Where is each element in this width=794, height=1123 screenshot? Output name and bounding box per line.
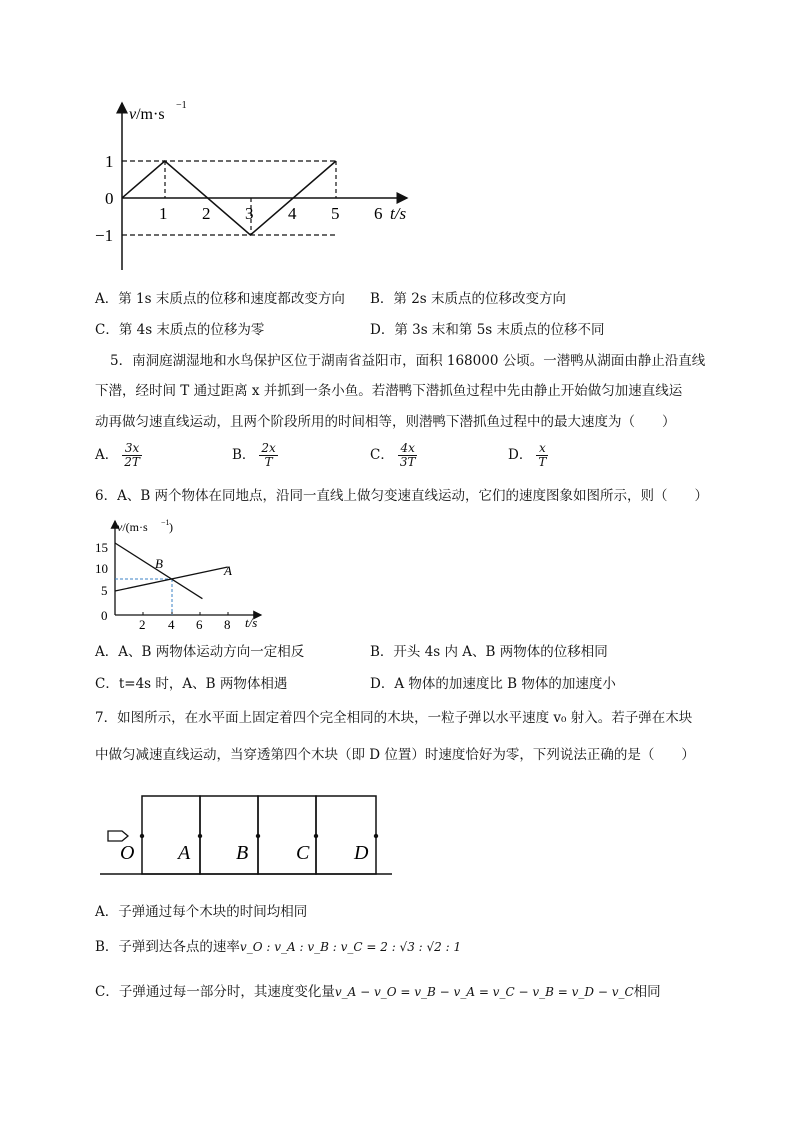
- q7-option-b-text: B．子弹到达各点的速率: [95, 939, 240, 955]
- q7-option-a: A．子弹通过每个木块的时间均相同: [95, 904, 308, 920]
- wood-block-2: [200, 796, 258, 874]
- graph2-y-axis-label: v/(m·s: [117, 520, 148, 534]
- graph2-y-tick: 0: [101, 608, 108, 623]
- graph1-y-tick: 1: [105, 152, 114, 171]
- graph2-y-axis-close: ): [169, 520, 173, 534]
- q4-option-d: D．第 3s 末和第 5s 末质点的位移不同: [370, 322, 605, 338]
- point-a: [198, 834, 202, 838]
- graph2-y-axis-exp: −1: [161, 518, 170, 527]
- velocity-time-graph-2: [95, 515, 270, 633]
- q5-option-c-denominator: 3T: [399, 455, 416, 469]
- point-d: [374, 834, 378, 838]
- graph1-x-tick: 4: [288, 204, 297, 223]
- q6-option-c: C．t=4s 时，A、B 两物体相遇: [95, 676, 288, 692]
- velocity-time-graph-1: [95, 95, 425, 280]
- label-d: D: [354, 842, 369, 864]
- q5-stem-line-2: 下潜，经时间 T 通过距离 x 并抓到一条小鱼。若潜鸭下潜抓鱼过程中先由静止开始做匀加速直线运: [95, 383, 683, 399]
- graph1-x-tick: 1: [159, 204, 168, 223]
- bullet-icon: [108, 831, 128, 841]
- graph1-x-axis-label: t/s: [390, 204, 407, 223]
- q4-option-b: B．第 2s 末质点的位移改变方向: [370, 291, 567, 307]
- label-a: A: [178, 842, 191, 864]
- q5-option-c-label: C．: [370, 447, 394, 463]
- label-c: C: [296, 842, 310, 864]
- graph1-x-tick: 2: [202, 204, 211, 223]
- q5-option-b: [232, 442, 278, 469]
- graph2-x-tick: 2: [139, 617, 146, 632]
- q6-stem: 6．A、B 两个物体在同地点，沿同一直线上做匀变速直线运动，它们的速度图象如图所示，则（ ）: [95, 488, 709, 504]
- q7-option-c-formula: v_A − v_O = v_B − v_A = v_C − v_B = v_D − v_C: [334, 985, 634, 999]
- q4-option-a: A．第 1s 末质点的位移和速度都改变方向: [95, 291, 345, 307]
- point-o: [140, 834, 144, 838]
- q4-option-c: C．第 4s 末质点的位移为零: [95, 322, 265, 338]
- graph1-x-tick: 5: [331, 204, 340, 223]
- q5-stem-line-1: 5．南洞庭湖湿地和水鸟保护区位于湖南省益阳市，面积 168000 公顷。一潜鸭从湖面由静止沿直线: [110, 353, 706, 369]
- q5-option-a-fraction: [122, 442, 142, 469]
- graph2-y-tick: 15: [95, 540, 108, 555]
- graph1-y-tick: 0: [105, 189, 114, 208]
- graph2-x-axis-label: t/s: [245, 615, 258, 630]
- q5-option-a-label: A．: [95, 447, 119, 463]
- graph1-x-tick: 6: [374, 204, 383, 223]
- q5-option-b-label: B．: [232, 447, 256, 463]
- wood-block-1: [142, 796, 200, 874]
- graph1-y-axis-exp: −1: [176, 100, 187, 111]
- q6-option-b: B．开头 4s 内 A、B 两物体的位移相同: [370, 644, 608, 660]
- q7-option-b: [95, 937, 461, 957]
- point-b: [256, 834, 260, 838]
- graph2-x-tick: 8: [224, 617, 231, 632]
- q5-option-d-denominator: T: [538, 455, 547, 469]
- graph2-label-a: A: [224, 563, 232, 578]
- graph2-x-tick: 6: [196, 617, 203, 632]
- graph1-x-tick: 3: [245, 204, 254, 223]
- q5-stem-line-3: 动再做匀速直线运动，且两个阶段所用的时间相等，则潜鸭下潜抓鱼过程中的最大速度为（ ）: [95, 414, 676, 430]
- q5-option-a-numerator: 3x: [122, 442, 142, 456]
- q7-stem-line-2: 中做匀减速直线运动，当穿透第四个木块（即 D 位置）时速度恰好为零，下列说法正确的是（ ）: [95, 747, 695, 763]
- graph1-y-tick: −1: [95, 226, 114, 245]
- q5-option-c-fraction: [398, 442, 418, 469]
- q5-option-d: [508, 442, 548, 469]
- q7-option-c-tail: 相同: [633, 984, 661, 1000]
- q5-option-c: [370, 442, 417, 469]
- q7-option-c-text: C．子弹通过每一部分时，其速度变化量: [95, 984, 335, 1000]
- q7-option-c: [95, 982, 661, 1002]
- wood-blocks-diagram: [100, 790, 400, 880]
- graph2-x-tick: 4: [168, 617, 175, 632]
- label-b: B: [236, 842, 249, 864]
- label-o: O: [120, 842, 135, 864]
- graph2-y-tick: 10: [95, 561, 108, 576]
- q6-option-d: D．A 物体的加速度比 B 物体的加速度小: [370, 676, 616, 692]
- graph2-label-b: B: [155, 556, 163, 571]
- q5-option-b-denominator: T: [264, 455, 273, 469]
- q7-option-b-formula: v_O : v_A : v_B : v_C = 2 : √3 : √2 : 1: [239, 940, 462, 954]
- q7-stem-line-1: 7．如图所示，在水平面上固定着四个完全相同的木块，一粒子弹以水平速度 v₀ 射入。若子弹在木块: [95, 710, 693, 726]
- graph2-y-tick: 5: [101, 583, 108, 598]
- q5-option-d-numerator: x: [536, 442, 548, 456]
- q5-option-a: [95, 442, 142, 469]
- point-c: [314, 834, 318, 838]
- q5-option-d-fraction: [536, 442, 548, 469]
- q5-option-b-fraction: [259, 442, 277, 469]
- q5-option-d-label: D．: [508, 447, 533, 463]
- q6-option-a: A．A、B 两物体运动方向一定相反: [95, 644, 305, 660]
- q5-option-b-numerator: 2x: [261, 441, 276, 455]
- graph1-y-axis-label: v/m·s: [129, 106, 165, 123]
- q5-option-c-numerator: 4x: [398, 442, 418, 456]
- q5-option-a-denominator: 2T: [124, 455, 140, 469]
